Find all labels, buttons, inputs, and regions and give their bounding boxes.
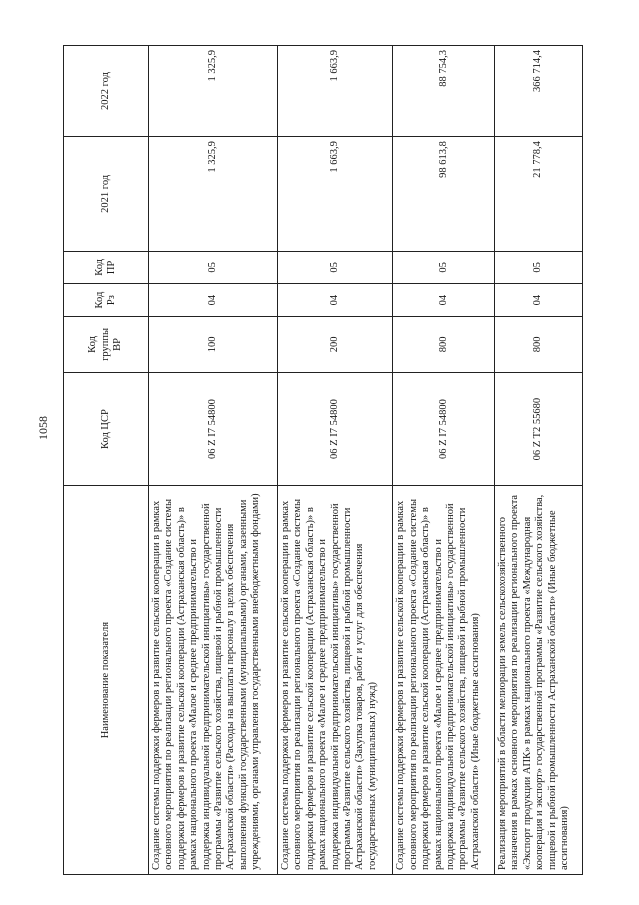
row-2021: 21 778,4 bbox=[495, 137, 583, 251]
header-pr: Код ПР bbox=[64, 251, 149, 284]
row-2021: 1 663,9 bbox=[278, 137, 393, 251]
header-vr: Код группы ВР bbox=[64, 316, 149, 372]
table-row bbox=[278, 46, 393, 875]
header-2022: 2022 год bbox=[64, 46, 149, 137]
row-csr: 06 Z T2 55680 bbox=[495, 372, 583, 485]
row-vr: 200 bbox=[278, 316, 393, 372]
row-rz: 04 bbox=[149, 284, 278, 317]
row-csr: 06 Z I7 54800 bbox=[149, 372, 278, 485]
header-rz: Код Рз bbox=[64, 284, 149, 317]
row-rz: 04 bbox=[393, 284, 495, 317]
row-csr: 06 Z I7 54800 bbox=[393, 372, 495, 485]
row-vr: 800 bbox=[495, 316, 583, 372]
row-name: Реализация мероприятий в области мелиорации земель сельскохозяйственного назначения в рамках основного мероприятия по реализации регионального проекта «Экспорт продукции АПК» в рамках национального проекта «Международная кооперация и экспорт» государственной программы «Развитие сельского хозяйства, пищевой и рыбной промышленности Астраханской области» (Иные бюджетные ассигнования) bbox=[495, 486, 583, 875]
budget-table-rotated bbox=[63, 45, 583, 875]
row-pr: 05 bbox=[149, 251, 278, 284]
row-pr: 05 bbox=[278, 251, 393, 284]
budget-table bbox=[63, 45, 583, 875]
row-csr: 06 Z I7 54800 bbox=[278, 372, 393, 485]
table-row bbox=[149, 46, 278, 875]
header-csr: Код ЦСР bbox=[64, 372, 149, 485]
row-2022: 1 325,9 bbox=[149, 46, 278, 137]
header-2021: 2021 год bbox=[64, 137, 149, 251]
page-number: 1058 bbox=[36, 416, 50, 440]
row-name: Создание системы поддержки фермеров и развитие сельской кооперации в рамках основного мероприятия по реализации регионального проекта «Создание системы поддержки фермеров и развитие сельской кооперации (Астраханская область)» в рамках национального проекта «Малое и среднее предпринимательство и поддержка индивидуальной предпринимательской инициативы» государственной программы «Развитие сельского хозяйства, пищевой и рыбной промышленности Астраханской области» (Иные бюджетные ассигнования) bbox=[393, 486, 495, 875]
row-pr: 05 bbox=[495, 251, 583, 284]
row-2022: 366 714,4 bbox=[495, 46, 583, 137]
row-name: Создание системы поддержки фермеров и развитие сельской кооперации в рамках основного мероприятия по реализации регионального проекта «Создание системы поддержки фермеров и развитие сельской кооперации (Астраханская область)» в рамках национального проекта «Малое и среднее предпринимательство и поддержка индивидуальной предпринимательской инициативы» государственной программы «Развитие сельского хозяйства, пищевой и рыбной промышленности Астраханской области» (Расходы на выплаты персоналу в целях обеспечения выполнения функций государственными (муниципальными) органами, казенными учреждениями, органами управления государственными внебюджетными фондами) bbox=[149, 486, 278, 875]
row-2021: 1 325,9 bbox=[149, 137, 278, 251]
row-2021: 98 613,8 bbox=[393, 137, 495, 251]
header-name: Наименование показателя bbox=[64, 486, 149, 875]
row-vr: 800 bbox=[393, 316, 495, 372]
row-name: Создание системы поддержки фермеров и развитие сельской кооперации в рамках основного мероприятия по реализации регионального проекта «Создание системы поддержки фермеров и развитие сельской кооперации (Астраханская область)» в рамках национального проекта «Малое и среднее предпринимательство и поддержка индивидуальной предпринимательской инициативы» государственной программы «Развитие сельского хозяйства, пищевой и рыбной промышленности Астраханской области» (Закупка товаров, работ и услуг для обеспечения государственных (муниципальных) нужд) bbox=[278, 486, 393, 875]
row-2022: 1 663,9 bbox=[278, 46, 393, 137]
row-pr: 05 bbox=[393, 251, 495, 284]
table-header-row bbox=[64, 46, 149, 875]
row-vr: 100 bbox=[149, 316, 278, 372]
table-row bbox=[495, 46, 583, 875]
row-2022: 88 754,3 bbox=[393, 46, 495, 137]
row-rz: 04 bbox=[495, 284, 583, 317]
row-rz: 04 bbox=[278, 284, 393, 317]
table-row bbox=[393, 46, 495, 875]
